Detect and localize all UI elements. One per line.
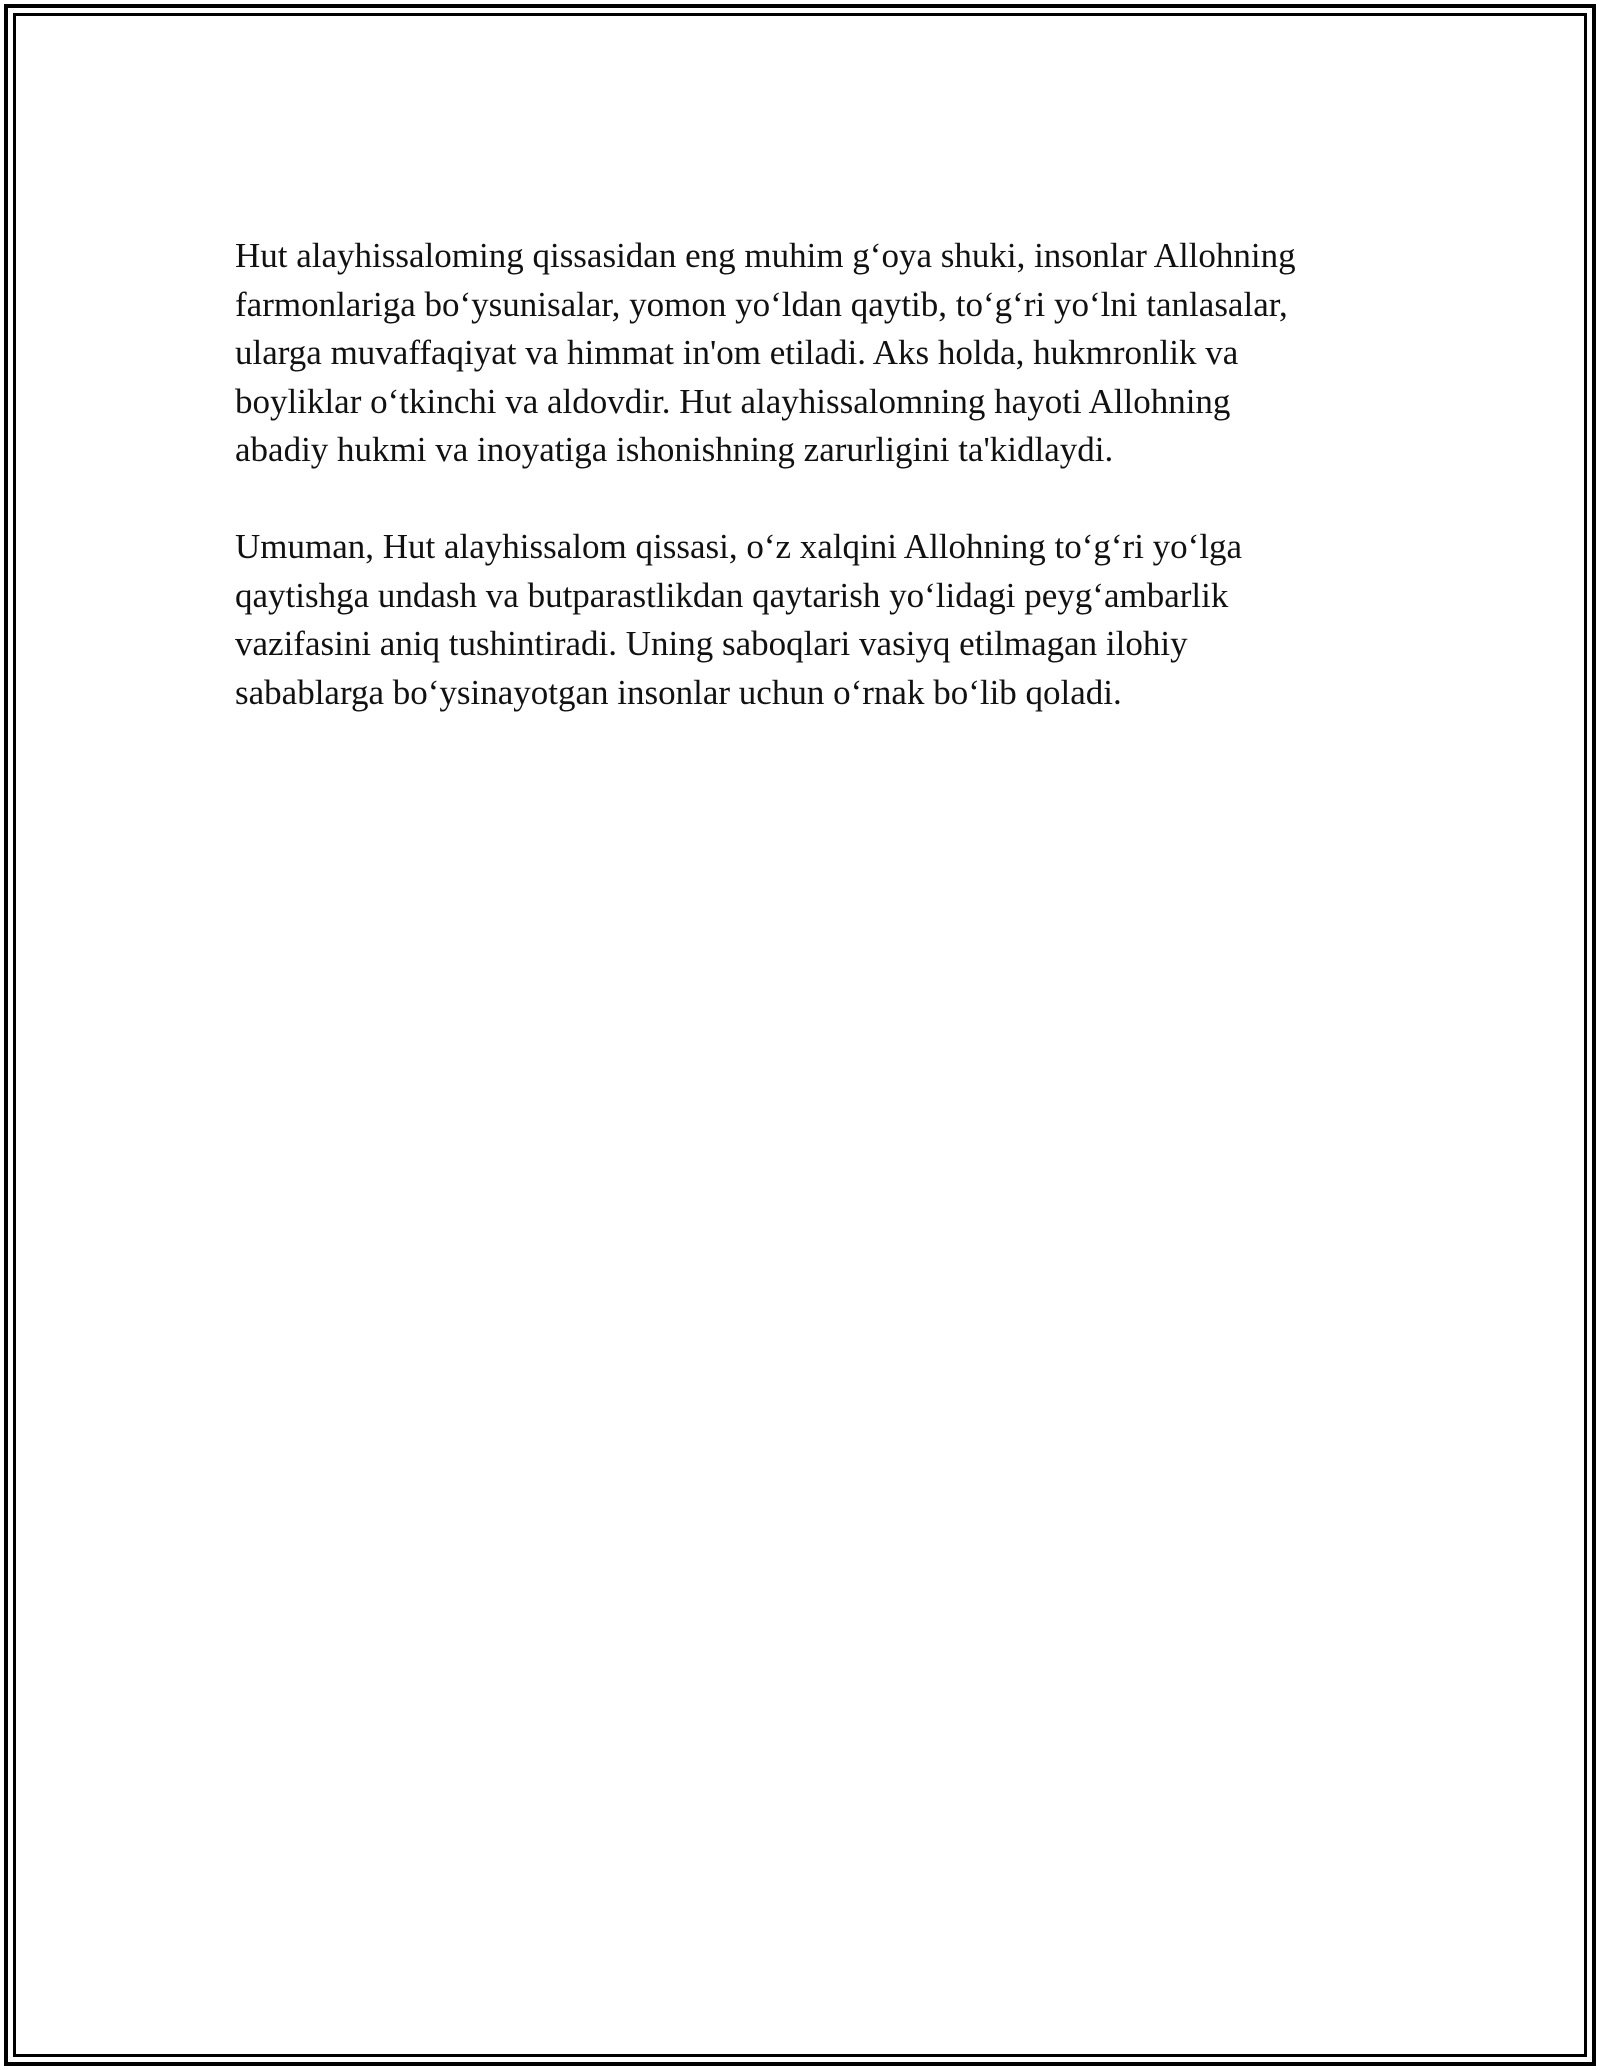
paragraph-2: Umuman, Hut alayhissalom qissasi, o‘z xalqini Allohning to‘g‘ri yo‘lga qaytishga undash va butparastlikdan qaytarish yo‘lidagi peyg‘ambarlik vazifasini aniq tushintiradi. Uning saboqlari vasiyq etilmagan ilohiy sabablarga bo‘ysinayotgan insonlar uchun o‘rnak bo‘lib qoladi. bbox=[235, 527, 1243, 712]
document-body bbox=[235, 232, 1365, 766]
paragraph-1: Hut alayhissaloming qissasidan eng muhim g‘oya shuki, insonlar Allohning farmonlariga bo‘ysunisalar, yomon yo‘ldan qaytib, to‘g‘ri yo‘lni tanlasalar, ularga muvaffaqiyat va himmat in'om etiladi. Aks holda, hukmronlik va boyliklar o‘tkinchi va aldovdir. Hut alayhissalomning hayoti Allohning abadiy hukmi va inoyatiga ishonishning zarurligini ta'kidlaydi. bbox=[235, 236, 1296, 469]
